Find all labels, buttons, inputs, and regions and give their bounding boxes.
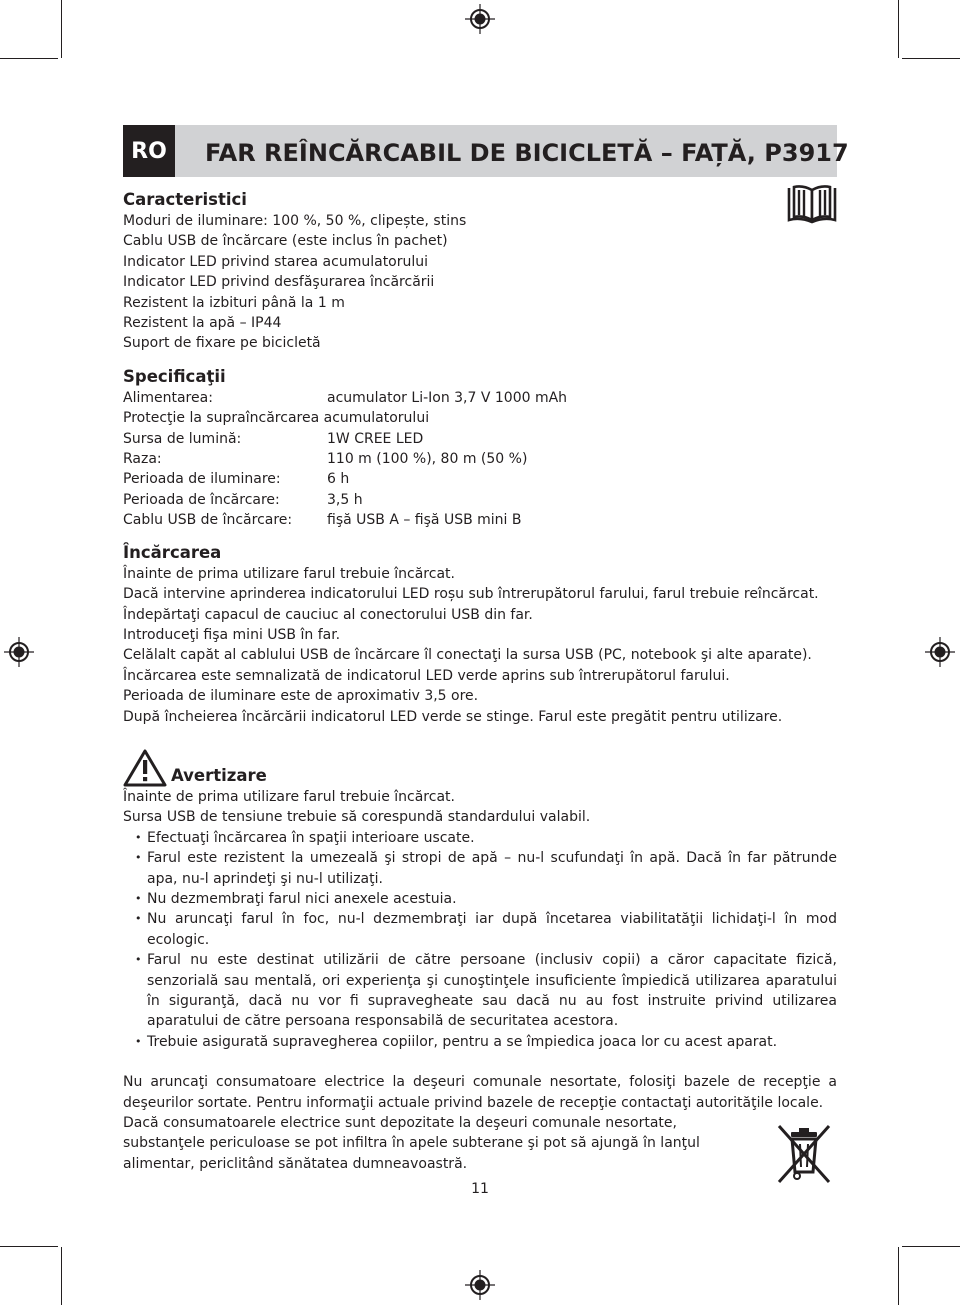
document-body (123, 189, 837, 1174)
spec-label: Raza: (123, 451, 162, 468)
language-code: RO (123, 125, 175, 177)
features-heading: Caracteristici (123, 190, 247, 209)
warning-bullet: • Nu aruncaţi farul în foc, nu-l dezmembraţi iar după încetarea viabilitatăţii lichidaţi-l în mod ecologic. (123, 909, 837, 950)
warning-bullet: • Farul este rezistent la umezeală şi stropi de apă – nu-l scufundaţi în apă. Dacă în far pătrunde apa, nu-l aprindeţi şi nu-l utilizaţi. (123, 848, 837, 889)
crop-mark (0, 1246, 58, 1247)
spec-value: 3,5 h (327, 491, 363, 508)
spec-row (123, 429, 837, 449)
feature-item: Moduri de iluminare: 100 %, 50 %, clipește, stins (123, 213, 467, 229)
disposal-paragraph: Nu aruncaţi consumatoare electrice la deşeuri comunale nesortate, folosiţi bazele de recepţie a deşeurilor sortate. Pentru informaţii actuale privind bazele de recepţie contactaţi autorităţile locale. (123, 1074, 837, 1111)
registration-mark-icon (924, 636, 956, 668)
crop-mark (902, 58, 960, 59)
feature-item: Cablu USB de încărcare (este inclus în pachet) (123, 233, 448, 250)
feature-item: Indicator LED privind starea acumulatorului (123, 253, 429, 270)
charging-line: Celălalt capăt al cablului USB de încărcare îl conectaţi la sursa USB (PC, notebook şi alte aparate). (123, 647, 812, 664)
specs-heading: Specificaţii (123, 366, 226, 386)
disposal-section (123, 1072, 837, 1174)
warning-bullet: • Nu dezmembraţi farul nici anexele acestuia. (123, 889, 837, 909)
charging-line: După încheierea încărcării indicatorul LED verde se stinge. Farul este pregătit pentru utilizare. (123, 708, 783, 725)
spec-value: 6 h (327, 471, 350, 488)
warning-bullet: • Efectuaţi încărcarea în spaţii interioare uscate. (123, 828, 837, 848)
crop-mark (898, 0, 899, 58)
charging-line: Îndepărtaţi capacul de cauciuc al conectorului USB din far. (123, 606, 533, 623)
warning-line: Sursa USB de tensiune trebuie să corespundă standardului valabil. (123, 809, 591, 826)
warning-bullet: • Trebuie asigurată supravegherea copiilor, pentru a se împiedica joaca lor cu acest aparat. (123, 1032, 837, 1052)
features-list (123, 211, 837, 354)
spec-row (123, 490, 837, 510)
warning-header (123, 749, 837, 787)
spec-row (123, 510, 837, 530)
registration-mark-icon (3, 636, 35, 668)
warning-bullet-list (123, 828, 837, 1052)
spec-row (123, 469, 837, 489)
spec-label: Perioada de iluminare: (123, 471, 281, 488)
registration-mark-icon (464, 1269, 496, 1301)
page-number: 11 (471, 1181, 489, 1197)
spec-label: Cablu USB de încărcare: (123, 512, 293, 529)
spec-label: Sursa de lumină: (123, 430, 242, 447)
spec-value: acumulator Li-Ion 3,7 V 1000 mAh (327, 389, 568, 406)
page-title: FAR REÎNCĂRCABIL DE BICICLETĂ – FAȚĂ, P3917 (205, 139, 849, 167)
crop-mark (61, 1247, 62, 1305)
crossed-bin-weee-icon (773, 1122, 835, 1188)
header-bar (123, 125, 849, 177)
spec-label: Perioada de încărcare: (123, 491, 280, 508)
crop-mark (61, 0, 62, 58)
spec-row (123, 388, 837, 408)
charging-instructions (123, 564, 837, 727)
crop-mark (898, 1247, 899, 1305)
registration-mark-icon (464, 3, 496, 35)
warning-triangle-icon (123, 749, 167, 787)
charging-line: Dacă intervine aprinderea indicatorului LED roșu sub întrerupătorul farului, farul trebuie reîncărcat. (123, 586, 819, 603)
warning-bullet: • Farul nu este destinat utilizării de către persoane (inclusiv copii) a căror capacitate fizică, senzorială sau mentală, ori experienţa şi cunoştinţele insuficiente împiedică utilizarea aparatului în siguranţă, dacă nu vor fi supravegheate sau dacă nu au fost instruite privind utilizarea aparatului de către persoana responsabilă de securitatea acestora. (123, 950, 837, 1032)
specs-table (123, 388, 837, 531)
spec-label: Alimentarea: (123, 389, 213, 406)
charging-line: Perioada de iluminare este de aproximativ 3,5 ore. (123, 688, 479, 705)
spec-value: 110 m (100 %), 80 m (50 %) (327, 451, 528, 468)
charging-line: Încărcarea este semnalizată de indicatorul LED verde aprins sub întrerupătorul farului. (123, 667, 730, 684)
charging-heading: Încărcarea (123, 542, 222, 562)
spec-value: 1W CREE LED (327, 430, 424, 447)
feature-item: Suport de fixare pe bicicletă (123, 335, 321, 352)
crop-mark (0, 58, 58, 59)
feature-item: Indicator LED privind desfăşurarea încărcării (123, 274, 435, 291)
feature-item: Rezistent la apă – IP44 (123, 315, 282, 332)
disposal-paragraph: Dacă consumatoarele electrice sunt depozitate la deşeuri comunale nesortate, substanţele periculoase se pot infiltra în apele subterane şi pot să ajungă în lanţul alimentar, periclitând sănătatea dumneavoastră. (123, 1115, 700, 1172)
feature-item: Rezistent la izbituri până la 1 m (123, 294, 345, 311)
charging-line: Introduceţi fişa mini USB în far. (123, 626, 341, 643)
warning-line: Înainte de prima utilizare farul trebuie încărcat. (123, 788, 455, 805)
spec-value: fişă USB A – fişă USB mini B (327, 512, 522, 529)
charging-line: Înainte de prima utilizare farul trebuie încărcat. (123, 565, 455, 582)
warning-heading: Avertizare (171, 765, 267, 785)
warning-lines (123, 787, 837, 828)
crop-mark (902, 1246, 960, 1247)
spec-row (123, 449, 837, 469)
spec-note: Protecţie la supraîncărcarea acumulatorului (123, 410, 430, 427)
